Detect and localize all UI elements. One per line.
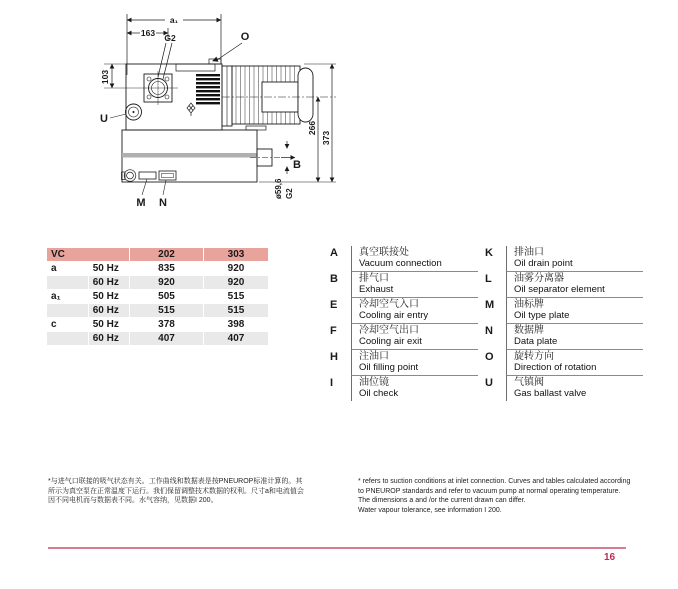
- ref-label-m: M: [136, 197, 146, 209]
- port-thread-label: G2: [164, 33, 176, 43]
- legend-label-zh: 冷却空气入口: [359, 299, 419, 310]
- oil-reservoir-base: [122, 130, 257, 182]
- oil-type-plate: [139, 172, 156, 179]
- legend-key: K: [485, 247, 493, 259]
- legend-entry-l: [485, 272, 643, 298]
- cell-hz: 60 Hz: [88, 332, 129, 346]
- dim-label-103: 103: [100, 69, 110, 85]
- footnote-english: [358, 477, 658, 515]
- cell-303: 398: [204, 318, 269, 332]
- legend-label-en: Gas ballast valve: [514, 388, 587, 399]
- motor-end-cap: [298, 68, 313, 122]
- cell-hz: 60 Hz: [88, 276, 129, 290]
- table-header-303: 303: [204, 248, 269, 262]
- oil-drain-knob: [122, 170, 136, 182]
- table-row: [47, 304, 268, 318]
- legend-label-zh: 冷却空气出口: [359, 325, 419, 336]
- footnote-line: *与进气口联接的吸气状态有关。工作曲线和数据表是按PNEUROP标准计算的。其: [48, 478, 303, 485]
- vacuum-connection-flange: [104, 71, 178, 105]
- legend-label-en: Vacuum connection: [359, 258, 442, 269]
- legend-label-zh: 油标牌: [514, 299, 544, 310]
- ref-label-o: O: [240, 31, 250, 43]
- legend-key: O: [485, 351, 494, 363]
- legend-entry-e: [330, 298, 478, 324]
- exhaust-port: [250, 149, 280, 166]
- legend-label-zh: 气镇阀: [514, 377, 544, 388]
- cell-303: 920: [204, 276, 269, 290]
- cell-dim: [47, 332, 88, 346]
- legend-label-en: Oil drain point: [514, 258, 573, 269]
- legend-label-en: Oil filling point: [359, 362, 419, 373]
- cell-dim: [47, 276, 88, 290]
- legend-entry-m: [485, 298, 643, 324]
- cell-202: 505: [130, 290, 204, 304]
- table-row: [47, 276, 268, 290]
- cell-202: 515: [130, 304, 204, 318]
- legend-label-zh: 油位镜: [359, 377, 389, 388]
- page-number: 16: [604, 552, 616, 563]
- legend-label-zh: 旋转方向: [514, 351, 554, 362]
- dim-label-373: 373: [321, 130, 331, 146]
- legend-entry-i: [330, 376, 478, 401]
- legend-label-zh: 真空联接处: [359, 247, 409, 258]
- ref-label-b: B: [293, 159, 301, 171]
- dim-label-163: 163: [140, 28, 156, 38]
- cell-303: 515: [204, 304, 269, 318]
- legend-column-left: [330, 246, 478, 401]
- legend-key: F: [330, 325, 337, 337]
- footer-rule: [48, 547, 626, 549]
- cell-303: 407: [204, 332, 269, 346]
- dim-label-a1: a₁: [169, 15, 179, 25]
- table-row: [47, 290, 268, 304]
- legend-entry-b: [330, 272, 478, 298]
- legend-label-en: Oil check: [359, 388, 399, 399]
- dim-label-diameter: ø59,6: [274, 178, 283, 199]
- cell-dim: a: [47, 262, 88, 276]
- legend-entry-h: [330, 350, 478, 376]
- cell-hz: 50 Hz: [88, 290, 129, 304]
- cell-303: 515: [204, 290, 269, 304]
- cell-hz: 60 Hz: [88, 304, 129, 318]
- cell-202: 407: [130, 332, 204, 346]
- cell-dim: a₁: [47, 290, 88, 304]
- ref-label-n: N: [159, 197, 167, 209]
- legend-label-zh: 注油口: [359, 351, 389, 362]
- legend-label-en: Data plate: [514, 336, 558, 347]
- cell-hz: 50 Hz: [88, 318, 129, 332]
- footnote-line: to PNEUROP standards and refer to vacuum pump at normal operating temperature.: [358, 487, 621, 495]
- footnote-line: Water vapour tolerance, see information I 200.: [358, 506, 502, 514]
- legend-key: M: [485, 299, 495, 311]
- dim-label-266: 266: [307, 120, 317, 136]
- legend-label-en: Oil type plate: [514, 310, 570, 321]
- motor: [232, 66, 313, 130]
- legend-key: B: [330, 273, 338, 285]
- legend-entry-o: [485, 350, 643, 376]
- footnote-line: 因不同电机而与数据表不同。水气容纳，见数据I 200。: [48, 497, 218, 504]
- legend-label-en: Cooling air entry: [359, 310, 429, 321]
- pump-dimension-diagram: [0, 0, 678, 230]
- legend-label-zh: 油雾分离器: [514, 273, 564, 284]
- legend-label-en: Exhaust: [359, 284, 394, 295]
- legend-key: N: [485, 325, 493, 337]
- table-row: [47, 332, 268, 346]
- footnote-line: The dimensions a and /or the current drawn can differ.: [358, 497, 526, 504]
- legend-entry-k: [485, 246, 643, 272]
- cell-202: 378: [130, 318, 204, 332]
- cell-202: 835: [130, 262, 204, 276]
- table-header-row: [47, 248, 268, 262]
- legend-key: U: [485, 377, 493, 389]
- legend-key: A: [330, 247, 338, 259]
- legend-key: H: [330, 351, 338, 363]
- exhaust-thread-label: G2: [285, 188, 294, 199]
- legend-key: E: [330, 299, 338, 311]
- cell-303: 920: [204, 262, 269, 276]
- cell-202: 920: [130, 276, 204, 290]
- legend-key: L: [485, 273, 492, 285]
- legend-label-en: Oil separator element: [514, 284, 605, 295]
- cell-hz: 50 Hz: [88, 262, 129, 276]
- legend-entry-n: [485, 324, 643, 350]
- legend-column-right: [485, 246, 643, 401]
- legend-entry-a: [330, 246, 478, 272]
- cell-dim: [47, 304, 88, 318]
- table-row: [47, 262, 268, 276]
- legend-label-zh: 排气口: [359, 273, 389, 284]
- technical-drawing: [0, 0, 678, 230]
- cooling-fins: [196, 74, 220, 104]
- pump-body: [126, 64, 222, 130]
- legend-entry-f: [330, 324, 478, 350]
- legend-key: I: [330, 377, 334, 389]
- cell-dim: c: [47, 318, 88, 332]
- legend-label-zh: 排油口: [514, 247, 544, 258]
- footnote-line: 所示为真空泵在正常温度下运行。我们保留调整技术数据的权利。尺寸a和电流值会: [48, 487, 304, 495]
- cooling-air-valve: [187, 103, 195, 116]
- legend-label-en: Cooling air exit: [359, 336, 422, 347]
- footnote-line: * refers to suction conditions at inlet connection. Curves and tables calculated according: [358, 478, 631, 485]
- table-row: [47, 318, 268, 332]
- legend-label-en: Direction of rotation: [514, 362, 597, 373]
- legend-label-zh: 数据牌: [514, 325, 544, 336]
- footnote-chinese: [48, 477, 348, 506]
- dimension-table: [47, 248, 268, 346]
- legend-entry-u: [485, 376, 643, 401]
- gas-ballast-valve: [126, 104, 142, 120]
- table-header-202: 202: [130, 248, 204, 262]
- table-header-vc: VC: [47, 248, 130, 262]
- ref-label-u: U: [100, 113, 108, 125]
